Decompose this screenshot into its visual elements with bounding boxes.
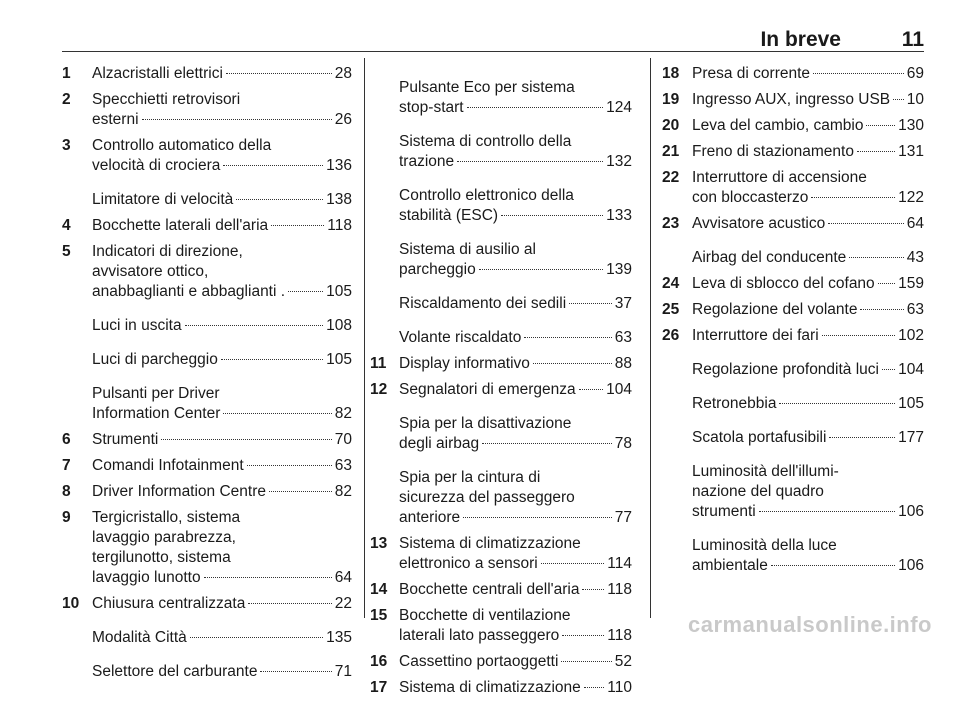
index-entry — [662, 536, 924, 576]
entry-text: Leva del cambio, cambio — [692, 117, 864, 134]
entry-text: Cassettino portaoggetti — [399, 653, 559, 670]
page-reference[interactable]: 104 — [606, 381, 632, 398]
index-entry — [662, 214, 924, 234]
entry-text: Spia per la cintura di — [399, 469, 541, 486]
watermark: carmanualsonline.info — [688, 612, 932, 637]
item-number: 5 — [62, 243, 71, 260]
column-divider — [650, 58, 651, 618]
page-reference[interactable]: 28 — [334, 65, 352, 82]
index-entry — [62, 662, 352, 682]
dot-leader — [467, 107, 604, 108]
page-reference[interactable]: 10 — [906, 91, 924, 108]
entry-text: Luminosità della luce — [692, 537, 837, 554]
dot-leader — [248, 603, 331, 604]
page-reference[interactable]: 108 — [326, 317, 352, 334]
entry-text: Riscaldamento dei sedili — [399, 295, 567, 312]
item-number: 26 — [662, 327, 680, 344]
entry-text: Interruttore di accensione — [692, 169, 867, 186]
entry-text: Bocchette di ventilazione — [399, 607, 571, 624]
dot-leader — [759, 511, 895, 512]
dot-leader — [779, 403, 895, 404]
page-reference[interactable]: 104 — [898, 361, 924, 378]
dot-leader — [463, 517, 612, 518]
entry-text: avvisatore ottico, — [92, 263, 209, 280]
page-reference[interactable]: 64 — [334, 569, 352, 586]
page-reference[interactable]: 122 — [898, 189, 924, 206]
page-reference[interactable]: 139 — [606, 261, 632, 278]
dot-leader — [822, 335, 895, 336]
dot-leader — [582, 589, 604, 590]
index-entry — [62, 216, 352, 236]
item-number: 23 — [662, 215, 680, 232]
entry-text: Tergicristallo, sistema — [92, 509, 241, 526]
entry-text: Information Center — [92, 405, 221, 422]
index-entry — [62, 594, 352, 614]
page-reference[interactable]: 106 — [898, 503, 924, 520]
page-reference[interactable]: 43 — [906, 249, 924, 266]
item-number: 10 — [62, 595, 80, 612]
index-entry — [62, 316, 352, 336]
dot-leader — [878, 283, 895, 284]
dot-leader — [811, 197, 895, 198]
index-entry — [662, 142, 924, 162]
entry-text: anabbaglianti e abbaglianti . — [92, 283, 286, 300]
index-entry — [62, 136, 352, 176]
dot-leader — [561, 661, 611, 662]
entry-text: trazione — [399, 153, 455, 170]
page-reference[interactable]: 118 — [607, 581, 632, 598]
index-entry — [62, 430, 352, 450]
entry-text: Interruttore dei fari — [692, 327, 819, 344]
dot-leader — [579, 389, 603, 390]
page-reference[interactable]: 102 — [898, 327, 924, 344]
entry-text: parcheggio — [399, 261, 476, 278]
dot-leader — [457, 161, 603, 162]
entry-text: esterni — [92, 111, 139, 128]
index-entry — [370, 328, 632, 348]
dot-leader — [829, 437, 895, 438]
index-entry — [62, 90, 352, 130]
index-entry — [62, 508, 352, 588]
dot-leader — [223, 165, 323, 166]
dot-leader — [584, 687, 605, 688]
entry-text: Specchietti retrovisori — [92, 91, 241, 108]
entry-text: Leva di sblocco del cofano — [692, 275, 875, 292]
page-reference[interactable]: 135 — [326, 629, 352, 646]
page-reference[interactable]: 118 — [607, 627, 632, 644]
entry-text: Sistema di climatizzazione — [399, 535, 581, 552]
entry-text: velocità di crociera — [92, 157, 221, 174]
dot-leader — [771, 565, 895, 566]
index-entry — [370, 78, 632, 118]
entry-text: Scatola portafusibili — [692, 429, 827, 446]
entry-text: Regolazione del volante — [692, 301, 858, 318]
entry-text: Controllo elettronico della — [399, 187, 574, 204]
entry-text: degli airbag — [399, 435, 480, 452]
page-reference[interactable]: 69 — [906, 65, 924, 82]
index-entry — [662, 90, 924, 110]
item-number: 11 — [370, 355, 387, 372]
dot-leader — [271, 225, 324, 226]
dot-leader — [860, 309, 903, 310]
entry-text: anteriore — [399, 509, 461, 526]
item-number: 9 — [62, 509, 71, 526]
index-entry — [370, 652, 632, 672]
dot-leader — [813, 73, 904, 74]
index-entry — [62, 456, 352, 476]
index-entry — [62, 64, 352, 84]
dot-leader — [226, 73, 332, 74]
index-column-2 — [370, 64, 632, 704]
page-reference[interactable]: 63 — [334, 457, 352, 474]
item-number: 19 — [662, 91, 680, 108]
page-reference[interactable]: 78 — [614, 435, 632, 452]
dot-leader — [857, 151, 895, 152]
item-number: 20 — [662, 117, 680, 134]
index-entry — [62, 190, 352, 210]
index-entry — [62, 242, 352, 302]
page-reference[interactable]: 63 — [906, 301, 924, 318]
entry-text: Segnalatori di emergenza — [399, 381, 576, 398]
page-reference[interactable]: 131 — [898, 143, 924, 160]
item-number: 2 — [62, 91, 71, 108]
entry-text: Chiusura centralizzata — [92, 595, 246, 612]
entry-text: Pulsanti per Driver — [92, 385, 220, 402]
index-entry — [662, 326, 924, 346]
index-entry — [662, 274, 924, 294]
entry-text: Spia per la disattivazione — [399, 415, 572, 432]
entry-text: lavaggio lunotto — [92, 569, 201, 586]
item-number: 25 — [662, 301, 680, 318]
item-number: 7 — [62, 457, 71, 474]
index-entry — [662, 428, 924, 448]
item-number: 4 — [62, 217, 71, 234]
dot-leader — [524, 337, 611, 338]
page-reference[interactable]: 82 — [334, 483, 352, 500]
index-entry — [370, 468, 632, 528]
dot-leader — [221, 359, 323, 360]
entry-text: lavaggio parabrezza, — [92, 529, 236, 546]
entry-text: Controllo automatico della — [92, 137, 272, 154]
dot-leader — [185, 325, 324, 326]
entry-text: Limitatore di velocità — [92, 191, 234, 208]
index-column-1 — [62, 64, 352, 688]
page-reference[interactable]: 26 — [334, 111, 352, 128]
item-number: 13 — [370, 535, 388, 552]
item-number: 12 — [370, 381, 388, 398]
dot-leader — [260, 671, 331, 672]
index-entry — [370, 132, 632, 172]
index-entry — [662, 462, 924, 522]
page-number: 11 — [901, 28, 924, 51]
entry-text: Volante riscaldato — [399, 329, 522, 346]
page-reference[interactable]: 63 — [614, 329, 632, 346]
entry-text: sicurezza del passeggero — [399, 489, 575, 506]
item-number: 8 — [62, 483, 71, 500]
entry-text: Bocchette laterali dell'aria — [92, 217, 269, 234]
index-entry — [370, 606, 632, 646]
index-entry — [662, 300, 924, 320]
entry-text: Display informativo — [399, 355, 530, 372]
index-entry — [662, 64, 924, 84]
page-reference[interactable]: 132 — [606, 153, 632, 170]
entry-text: Driver Information Centre — [92, 483, 267, 500]
index-entry — [62, 384, 352, 424]
item-number: 15 — [370, 607, 388, 624]
entry-text: Airbag del conducente — [692, 249, 847, 266]
entry-text: Luci di parcheggio — [92, 351, 218, 368]
page-reference[interactable]: 159 — [898, 275, 924, 292]
entry-text: Presa di corrente — [692, 65, 811, 82]
page-reference[interactable]: 133 — [606, 207, 632, 224]
page-reference[interactable]: 22 — [334, 595, 352, 612]
entry-text: Avvisatore acustico — [692, 215, 826, 232]
entry-text: Sistema di ausilio al — [399, 241, 536, 258]
index-entry — [370, 380, 632, 400]
dot-leader — [501, 215, 603, 216]
page-reference[interactable]: 177 — [898, 429, 924, 446]
item-number: 14 — [370, 581, 388, 598]
page-reference[interactable]: 105 — [326, 283, 352, 300]
page-reference[interactable]: 37 — [614, 295, 632, 312]
dot-leader — [866, 125, 895, 126]
index-entry — [662, 394, 924, 414]
index-entry — [662, 248, 924, 268]
index-entry — [370, 294, 632, 314]
item-number: 6 — [62, 431, 71, 448]
dot-leader — [247, 465, 332, 466]
page-reference[interactable]: 138 — [326, 191, 352, 208]
item-number: 18 — [662, 65, 680, 82]
page-reference[interactable]: 82 — [334, 405, 352, 422]
dot-leader — [569, 303, 612, 304]
page-reference[interactable]: 124 — [606, 99, 632, 116]
entry-text: Luminosità dell'illumi- — [692, 463, 839, 480]
page-reference[interactable]: 52 — [614, 653, 632, 670]
index-entry — [370, 414, 632, 454]
entry-text: Retronebbia — [692, 395, 777, 412]
page-reference[interactable]: 105 — [898, 395, 924, 412]
item-number: 17 — [370, 679, 388, 696]
item-number: 16 — [370, 653, 388, 670]
entry-text: Selettore del carburante — [92, 663, 258, 680]
column-divider — [364, 58, 365, 618]
page-reference[interactable]: 77 — [614, 509, 632, 526]
entry-text: ambientale — [692, 557, 768, 574]
dot-leader — [479, 269, 603, 270]
entry-text: Bocchette centrali dell'aria — [399, 581, 580, 598]
dot-leader — [204, 577, 332, 578]
dot-leader — [533, 363, 612, 364]
entry-text: strumenti — [692, 503, 756, 520]
item-number: 22 — [662, 169, 680, 186]
page-reference[interactable]: 110 — [607, 679, 632, 696]
entry-text: Strumenti — [92, 431, 159, 448]
index-entry — [62, 350, 352, 370]
page-reference[interactable]: 64 — [906, 215, 924, 232]
item-number: 1 — [62, 65, 71, 82]
dot-leader — [142, 119, 332, 120]
entry-text: Sistema di climatizzazione — [399, 679, 581, 696]
entry-text: Freno di stazionamento — [692, 143, 854, 160]
entry-text: tergilunotto, sistema — [92, 549, 231, 566]
entry-text: Alzacristalli elettrici — [92, 65, 223, 82]
index-entry — [62, 628, 352, 648]
page-reference[interactable]: 114 — [607, 555, 632, 572]
entry-text: Regolazione profondità luci — [692, 361, 879, 378]
dot-leader — [190, 637, 323, 638]
entry-text: elettronico a sensori — [399, 555, 538, 572]
page-reference[interactable]: 71 — [334, 663, 352, 680]
index-entry — [370, 580, 632, 600]
dot-leader — [562, 635, 604, 636]
index-entry — [370, 354, 632, 374]
index-entry — [662, 116, 924, 136]
index-entry — [370, 240, 632, 280]
entry-text: Ingresso AUX, ingresso USB — [692, 91, 891, 108]
entry-text: stop-start — [399, 99, 464, 116]
index-entry — [370, 186, 632, 226]
dot-leader — [828, 223, 904, 224]
index-entry — [370, 678, 632, 698]
entry-text: Comandi Infotainment — [92, 457, 244, 474]
dot-leader — [849, 257, 903, 258]
page-reference[interactable]: 70 — [334, 431, 352, 448]
dot-leader — [482, 443, 612, 444]
entry-text: nazione del quadro — [692, 483, 824, 500]
index-entry — [662, 168, 924, 208]
page-reference[interactable]: 106 — [898, 557, 924, 574]
entry-text: Pulsante Eco per sistema — [399, 79, 575, 96]
page-reference[interactable]: 118 — [327, 217, 352, 234]
entry-text: Sistema di controllo della — [399, 133, 572, 150]
index-column-3 — [662, 64, 924, 582]
page-reference[interactable]: 136 — [326, 157, 352, 174]
page-title: In breve — [760, 28, 841, 51]
item-number: 3 — [62, 137, 71, 154]
entry-text: Luci in uscita — [92, 317, 182, 334]
dot-leader — [882, 369, 895, 370]
dot-leader — [541, 563, 605, 564]
page-header — [62, 26, 924, 52]
index-entry — [62, 482, 352, 502]
entry-text: Indicatori di direzione, — [92, 243, 243, 260]
index-entry — [662, 360, 924, 380]
entry-text: Modalità Città — [92, 629, 187, 646]
dot-leader — [288, 291, 323, 292]
page-reference[interactable]: 88 — [614, 355, 632, 372]
page-reference[interactable]: 105 — [326, 351, 352, 368]
dot-leader — [269, 491, 332, 492]
dot-leader — [223, 413, 331, 414]
page-reference[interactable]: 130 — [898, 117, 924, 134]
dot-leader — [161, 439, 331, 440]
item-number: 21 — [662, 143, 680, 160]
index-entry — [370, 534, 632, 574]
entry-text: stabilità (ESC) — [399, 207, 499, 224]
entry-text: laterali lato passeggero — [399, 627, 560, 644]
dot-leader — [236, 199, 323, 200]
item-number: 24 — [662, 275, 680, 292]
entry-text: con bloccasterzo — [692, 189, 809, 206]
dot-leader — [893, 99, 904, 100]
